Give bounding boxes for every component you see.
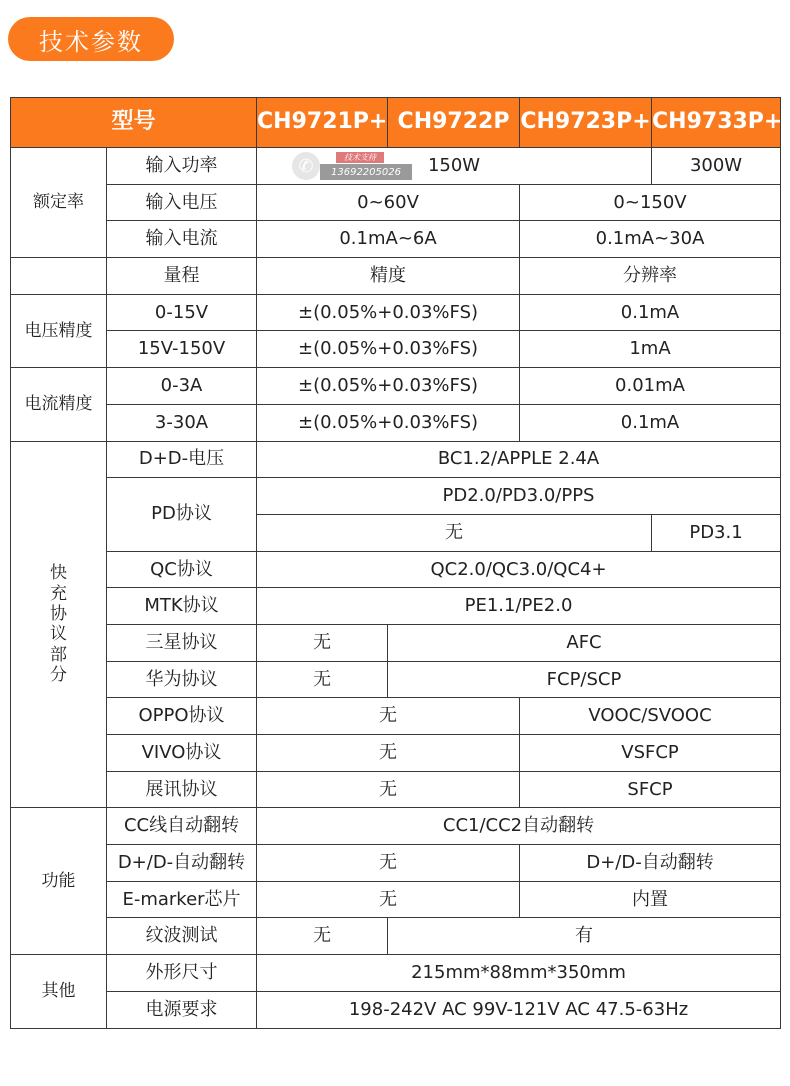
- table-row: [11, 991, 781, 1028]
- range-value: 0-15V: [107, 294, 257, 331]
- param-label: CC线自动翻转: [107, 808, 257, 845]
- param-label: VIVO协议: [107, 735, 257, 772]
- group-label: 额定率: [11, 148, 107, 258]
- table-row: [11, 478, 781, 515]
- param-value: AFC: [388, 624, 781, 661]
- param-label: 华为协议: [107, 661, 257, 698]
- precision-value: ±(0.05%+0.03%FS): [257, 331, 520, 368]
- subheader-row: [11, 258, 781, 295]
- param-value: PD2.0/PD3.0/PPS: [257, 478, 781, 515]
- model-name: CH9733P+: [652, 98, 781, 148]
- vertical-group-label: 快充协议部分: [50, 563, 67, 686]
- precision-value: ±(0.05%+0.03%FS): [257, 368, 520, 405]
- param-value: 有: [388, 918, 781, 955]
- param-value: QC2.0/QC3.0/QC4+: [257, 551, 781, 588]
- param-value: 无: [257, 918, 388, 955]
- group-label: 电流精度: [11, 368, 107, 441]
- param-label: D+/D-自动翻转: [107, 845, 257, 882]
- resolution-value: 0.1mA: [520, 294, 781, 331]
- param-value: 无: [257, 624, 388, 661]
- param-value: 无: [257, 735, 520, 772]
- range-value: 15V-150V: [107, 331, 257, 368]
- table-row: [11, 331, 781, 368]
- table-row: [11, 624, 781, 661]
- param-label: MTK协议: [107, 588, 257, 625]
- param-value: 300W: [652, 148, 781, 185]
- param-label: 外形尺寸: [107, 955, 257, 992]
- resolution-value: 0.1mA: [520, 404, 781, 441]
- table-row: [11, 368, 781, 405]
- table-row: [11, 404, 781, 441]
- param-value: CC1/CC2自动翻转: [257, 808, 781, 845]
- param-value: 150W: [257, 148, 652, 185]
- param-label: 输入电流: [107, 221, 257, 258]
- precision-value: ±(0.05%+0.03%FS): [257, 404, 520, 441]
- param-value: SFCP: [520, 771, 781, 808]
- param-value: VSFCP: [520, 735, 781, 772]
- table-row: [11, 881, 781, 918]
- table-row: [11, 771, 781, 808]
- empty-cell: [11, 258, 107, 295]
- param-value: 无: [257, 845, 520, 882]
- param-value: PD3.1: [652, 514, 781, 551]
- table-row: [11, 184, 781, 221]
- precision-value: ±(0.05%+0.03%FS): [257, 294, 520, 331]
- param-value: VOOC/SVOOC: [520, 698, 781, 735]
- subheader-resolution: 分辨率: [520, 258, 781, 295]
- param-value: 0~60V: [257, 184, 520, 221]
- param-value: 215mm*88mm*350mm: [257, 955, 781, 992]
- section-title: 技术参数: [8, 17, 174, 61]
- subheader-range: 量程: [107, 258, 257, 295]
- param-label: 输入电压: [107, 184, 257, 221]
- watermark-phone: 13692205026: [320, 164, 412, 180]
- resolution-value: 1mA: [520, 331, 781, 368]
- param-value: 内置: [520, 881, 781, 918]
- param-label: 展讯协议: [107, 771, 257, 808]
- param-label: PD协议: [107, 478, 257, 551]
- param-value: 无: [257, 514, 652, 551]
- param-value: 无: [257, 661, 388, 698]
- param-value: FCP/SCP: [388, 661, 781, 698]
- group-label: 电压精度: [11, 294, 107, 367]
- spec-table: [10, 97, 781, 1029]
- param-value: 无: [257, 771, 520, 808]
- table-row: [11, 148, 781, 185]
- param-label: 电源要求: [107, 991, 257, 1028]
- range-value: 0-3A: [107, 368, 257, 405]
- param-label: 输入功率: [107, 148, 257, 185]
- param-label: 三星协议: [107, 624, 257, 661]
- watermark-tag: 技术支持: [336, 152, 384, 163]
- model-name: CH9721P+: [257, 98, 388, 148]
- table-row: [11, 845, 781, 882]
- table-row: [11, 698, 781, 735]
- param-label: QC协议: [107, 551, 257, 588]
- table-row: [11, 661, 781, 698]
- subheader-precision: 精度: [257, 258, 520, 295]
- param-value: 无: [257, 698, 520, 735]
- table-header-row: [11, 98, 781, 148]
- group-label: 功能: [11, 808, 107, 955]
- param-value: 0.1mA~30A: [520, 221, 781, 258]
- param-value: BC1.2/APPLE 2.4A: [257, 441, 781, 478]
- table-row: [11, 441, 781, 478]
- table-row: [11, 551, 781, 588]
- table-row: [11, 294, 781, 331]
- group-label-vertical: [11, 441, 107, 808]
- param-value: 0.1mA~6A: [257, 221, 520, 258]
- table-row: [11, 808, 781, 845]
- table-row: [11, 588, 781, 625]
- model-label: 型号: [11, 98, 257, 148]
- table-row: [11, 955, 781, 992]
- param-value: 0~150V: [520, 184, 781, 221]
- param-label: E-marker芯片: [107, 881, 257, 918]
- param-value: D+/D-自动翻转: [520, 845, 781, 882]
- param-value: PE1.1/PE2.0: [257, 588, 781, 625]
- table-row: [11, 735, 781, 772]
- param-value: 198-242V AC 99V-121V AC 47.5-63Hz: [257, 991, 781, 1028]
- model-name: CH9723P+: [520, 98, 652, 148]
- group-label: 其他: [11, 955, 107, 1028]
- param-label: 纹波测试: [107, 918, 257, 955]
- range-value: 3-30A: [107, 404, 257, 441]
- phone-icon: ✆: [292, 152, 320, 180]
- table-row: [11, 221, 781, 258]
- resolution-value: 0.01mA: [520, 368, 781, 405]
- model-name: CH9722P: [388, 98, 520, 148]
- table-row: [11, 918, 781, 955]
- param-value: 无: [257, 881, 520, 918]
- param-label: OPPO协议: [107, 698, 257, 735]
- param-label: D+D-电压: [107, 441, 257, 478]
